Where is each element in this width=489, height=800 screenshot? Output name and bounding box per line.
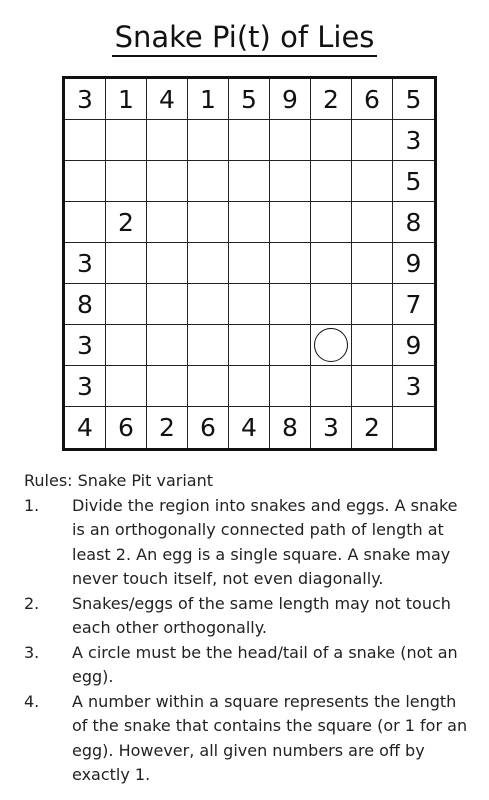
grid-cell[interactable] [106, 325, 147, 366]
grid-cell[interactable] [147, 366, 188, 407]
grid-cell[interactable]: 8 [393, 202, 434, 243]
grid-cell[interactable] [270, 284, 311, 325]
grid-cell[interactable] [229, 120, 270, 161]
grid-cell[interactable] [270, 120, 311, 161]
grid-cell[interactable] [147, 243, 188, 284]
grid-cell[interactable] [311, 161, 352, 202]
grid-cell[interactable] [188, 120, 229, 161]
grid-cell[interactable] [229, 202, 270, 243]
rule-item [24, 641, 474, 690]
rule-text: Snakes/eggs of the same length may not touch each other orthogonally. [72, 593, 451, 637]
grid-cell[interactable]: 3 [311, 407, 352, 448]
grid-cell[interactable]: 3 [65, 79, 106, 120]
grid-cell[interactable]: 6 [188, 407, 229, 448]
grid-cell[interactable] [270, 243, 311, 284]
puzzle-title [0, 20, 489, 54]
rule-text: A number within a square represents the length of the snake that contains the square (or 1 for an egg). However, all given numbers are off by exactly 1. [72, 691, 468, 784]
grid-cell[interactable]: 3 [393, 120, 434, 161]
grid-cell[interactable] [352, 161, 393, 202]
grid-cell[interactable] [352, 366, 393, 407]
grid-cell[interactable] [147, 161, 188, 202]
grid-cell[interactable] [393, 407, 434, 448]
grid-cell[interactable] [188, 202, 229, 243]
rule-item [24, 690, 474, 788]
grid-cell[interactable] [270, 366, 311, 407]
grid-cell[interactable]: 3 [393, 366, 434, 407]
grid-cell[interactable]: 6 [106, 407, 147, 448]
grid-cell[interactable] [65, 161, 106, 202]
grid-cell[interactable]: 2 [147, 407, 188, 448]
grid-cell[interactable] [147, 284, 188, 325]
rule-number: 2. [24, 593, 40, 613]
grid-cell[interactable] [270, 161, 311, 202]
grid-cell[interactable] [352, 243, 393, 284]
grid-cell[interactable] [106, 366, 147, 407]
grid-cell[interactable] [352, 325, 393, 366]
grid-cell[interactable] [147, 120, 188, 161]
grid-cell[interactable] [229, 243, 270, 284]
grid-cell[interactable] [106, 243, 147, 284]
grid-cell[interactable] [188, 161, 229, 202]
rules-section [24, 469, 474, 788]
grid-cell[interactable] [188, 366, 229, 407]
rule-number: 1. [24, 495, 40, 515]
grid-cell[interactable] [311, 366, 352, 407]
grid-cell[interactable]: 6 [352, 79, 393, 120]
rule-text: A circle must be the head/tail of a snake (not an egg). [72, 642, 458, 686]
grid-cell[interactable]: 2 [311, 79, 352, 120]
grid-cell[interactable] [311, 120, 352, 161]
grid-cell[interactable]: 5 [393, 79, 434, 120]
grid-cell[interactable] [106, 284, 147, 325]
grid-cell[interactable]: 5 [229, 79, 270, 120]
grid-cell[interactable] [106, 120, 147, 161]
grid-cell[interactable] [229, 366, 270, 407]
grid-cell[interactable]: 9 [393, 243, 434, 284]
grid-cell[interactable] [311, 243, 352, 284]
grid-cell[interactable] [188, 243, 229, 284]
circle-marker [314, 328, 348, 362]
grid-cell[interactable] [352, 284, 393, 325]
grid-cell[interactable] [311, 284, 352, 325]
grid-cell[interactable] [229, 161, 270, 202]
grid-cell[interactable] [352, 202, 393, 243]
rule-number: 3. [24, 642, 40, 662]
grid-cell[interactable]: 8 [270, 407, 311, 448]
grid-cell[interactable]: 9 [393, 325, 434, 366]
rules-heading: Rules: Snake Pit variant [24, 471, 213, 490]
rule-item [24, 592, 474, 641]
grid-cell[interactable] [147, 202, 188, 243]
puzzle-grid [62, 76, 437, 451]
grid-cell[interactable] [311, 202, 352, 243]
rule-number: 4. [24, 691, 40, 711]
grid-cell[interactable]: 2 [352, 407, 393, 448]
rule-text: Divide the region into snakes and eggs. A snake is an orthogonally connected path of length at least 2. An egg is a single square. A snake may never touch itself, not even diagonally. [72, 495, 458, 588]
grid-cell[interactable] [188, 325, 229, 366]
grid-cell[interactable] [311, 325, 352, 366]
grid-cell[interactable]: 3 [65, 243, 106, 284]
grid-cell[interactable]: 1 [188, 79, 229, 120]
grid-cell[interactable]: 4 [147, 79, 188, 120]
grid-cell[interactable]: 7 [393, 284, 434, 325]
grid-cell[interactable] [106, 161, 147, 202]
grid-cell[interactable] [270, 325, 311, 366]
grid-cell[interactable]: 8 [65, 284, 106, 325]
grid-cell[interactable]: 4 [65, 407, 106, 448]
rule-item [24, 494, 474, 592]
grid-cell[interactable] [65, 202, 106, 243]
grid-cell[interactable] [229, 325, 270, 366]
grid-cell[interactable]: 9 [270, 79, 311, 120]
grid-cell[interactable] [352, 120, 393, 161]
grid-cell[interactable] [65, 120, 106, 161]
grid-cell[interactable]: 4 [229, 407, 270, 448]
grid-cell[interactable]: 3 [65, 325, 106, 366]
grid-cell[interactable] [229, 284, 270, 325]
grid-cell[interactable]: 3 [65, 366, 106, 407]
puzzle-title-text: Snake Pi(t) of Lies [112, 20, 378, 57]
grid-cell[interactable] [188, 284, 229, 325]
grid-cell[interactable]: 1 [106, 79, 147, 120]
grid-cell[interactable]: 2 [106, 202, 147, 243]
grid-cell[interactable] [147, 325, 188, 366]
grid-cell[interactable] [270, 202, 311, 243]
grid-cell[interactable]: 5 [393, 161, 434, 202]
